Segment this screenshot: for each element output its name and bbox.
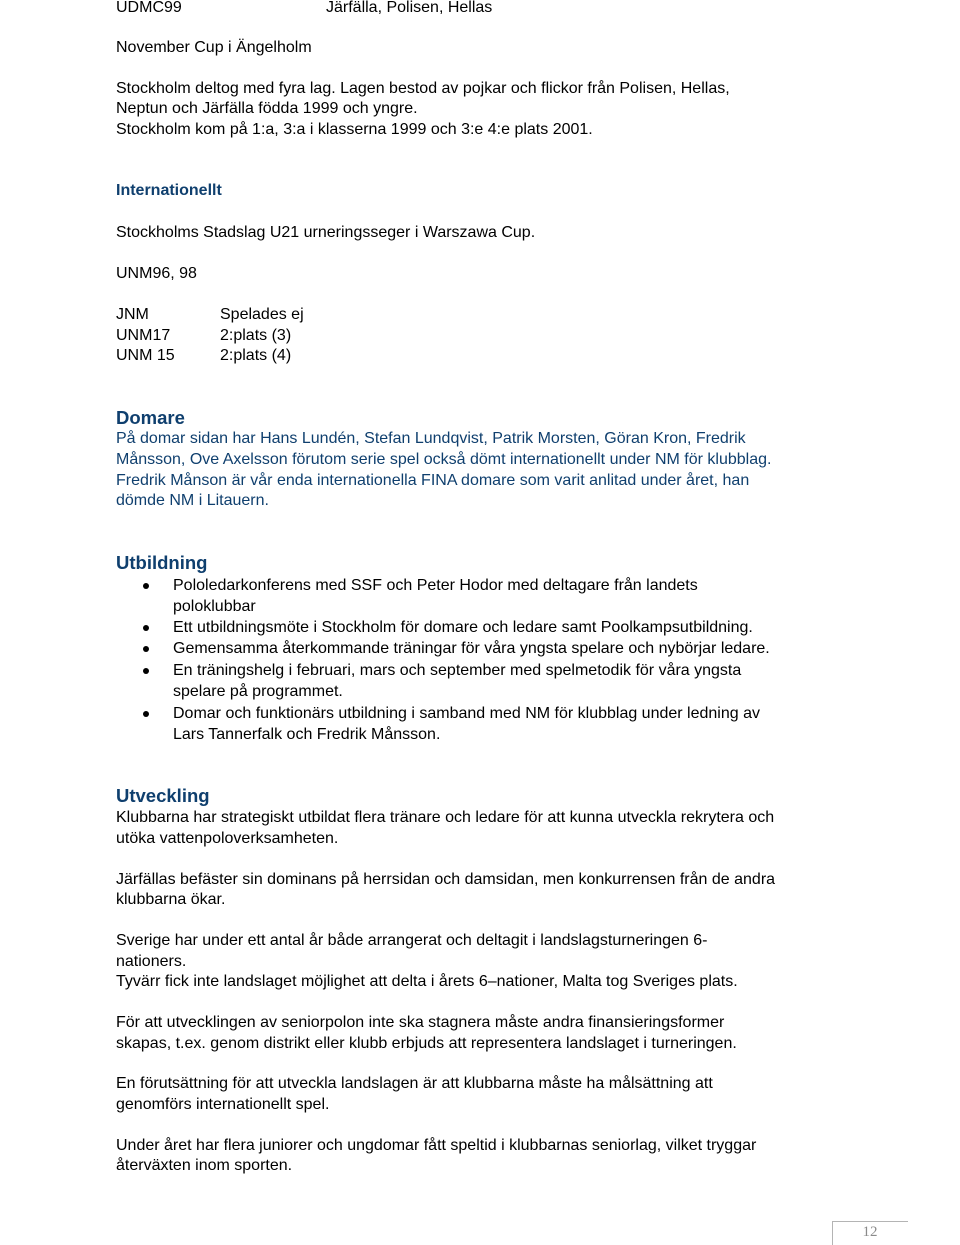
utbildning-item: Lars Tannerfalk och Fredrik Månsson.: [173, 726, 441, 743]
bullet-icon: [143, 646, 149, 652]
result-name: JNM: [116, 306, 149, 323]
utbildning-item: Ett utbildningsmöte i Stockholm för domare och ledare samt Poolkampsutbildning.: [173, 619, 753, 636]
november-cup-line: Neptun och Järfälla födda 1999 och yngre.: [116, 100, 418, 117]
utbildning-item: Pololedarkonferens med SSF och Peter Hodor med deltagare från landets: [173, 577, 698, 594]
utveckling-line: En förutsättning för att utveckla landslagen är att klubbarna måste ha målsättning att: [116, 1075, 713, 1092]
domare-line: På domar sidan har Hans Lundén, Stefan Lundqvist, Patrik Morsten, Göran Kron, Fredrik: [116, 430, 746, 447]
utveckling-line: klubbarna ökar.: [116, 891, 226, 908]
bullet-icon: [143, 625, 149, 631]
internationellt-text: Stockholms Stadslag U21 urneringsseger i Warszawa Cup.: [116, 224, 536, 241]
utbildning-item: spelare på programmet.: [173, 683, 343, 700]
utveckling-line: Tyvärr fick inte landslaget möjlighet att delta i årets 6–nationer, Malta tog Sveriges plats.: [116, 973, 738, 990]
bullet-icon: [143, 711, 149, 717]
november-cup-line: Stockholm deltog med fyra lag. Lagen bestod av pojkar och flickor från Polisen, Hellas,: [116, 80, 730, 97]
november-cup-title: November Cup i Ängelholm: [116, 39, 312, 56]
result-value: 2:plats (3): [220, 327, 292, 344]
november-cup-line: Stockholm kom på 1:a, 3:a i klasserna 1999 och 3:e 4:e plats 2001.: [116, 121, 593, 138]
header-code: UDMC99: [116, 0, 182, 16]
utveckling-line: utöka vattenpoloverksamheten.: [116, 830, 339, 847]
utveckling-line: skapas, t.ex. genom distrikt eller klubb erbjuds att representera landslaget i turneringen.: [116, 1035, 737, 1052]
domare-heading: Domare: [116, 407, 185, 428]
utveckling-line: återväxten inom sporten.: [116, 1157, 293, 1174]
bullet-icon: [143, 583, 149, 589]
utveckling-line: genomförs internationellt spel.: [116, 1096, 330, 1113]
utbildning-heading: Utbildning: [116, 552, 208, 573]
result-value: Spelades ej: [220, 306, 304, 323]
utveckling-line: Klubbarna har strategiskt utbildat flera tränare och ledare för att kunna utveckla rekrytera och: [116, 809, 775, 826]
utbildning-item: En träningshelg i februari, mars och september med spelmetodik för våra yngsta: [173, 662, 742, 679]
header-clubs: Järfälla, Polisen, Hellas: [326, 0, 493, 16]
utveckling-line: Under året har flera juniorer och ungdomar fått speltid i klubbarnas seniorlag, vilket tryggar: [116, 1137, 757, 1154]
result-value: 2:plats (4): [220, 347, 292, 364]
utbildning-item: poloklubbar: [173, 598, 256, 615]
result-name: UNM 15: [116, 347, 175, 364]
unm-text: UNM96, 98: [116, 265, 197, 282]
utveckling-line: Sverige har under ett antal år både arrangerat och deltagit i landslagsturneringen 6-: [116, 932, 708, 949]
utveckling-line: Järfällas befäster sin dominans på herrsidan och damsidan, men konkurrensen från de andra: [116, 871, 776, 888]
bullet-icon: [143, 668, 149, 674]
domare-line: Fredrik Månson är vår enda internationella FINA domare som varit anlitad under året, han: [116, 472, 750, 489]
result-name: UNM17: [116, 327, 171, 344]
utbildning-item: Domar och funktionärs utbildning i samband med NM för klubblag under ledning av: [173, 705, 760, 722]
domare-line: dömde NM i Litauern.: [116, 492, 269, 509]
utveckling-line: För att utvecklingen av seniorpolon inte ska stagnera måste andra finansieringsformer: [116, 1014, 725, 1031]
domare-line: Månsson, Ove Axelsson förutom serie spel också dömt internationellt under NM för klubblag.: [116, 451, 772, 468]
utveckling-line: nationers.: [116, 953, 187, 970]
utbildning-item: Gemensamma återkommande träningar för våra yngsta spelare och nybörjar ledare.: [173, 640, 770, 657]
page-number: 12: [862, 1224, 878, 1240]
internationellt-heading: Internationellt: [116, 182, 222, 199]
utveckling-heading: Utveckling: [116, 785, 210, 806]
